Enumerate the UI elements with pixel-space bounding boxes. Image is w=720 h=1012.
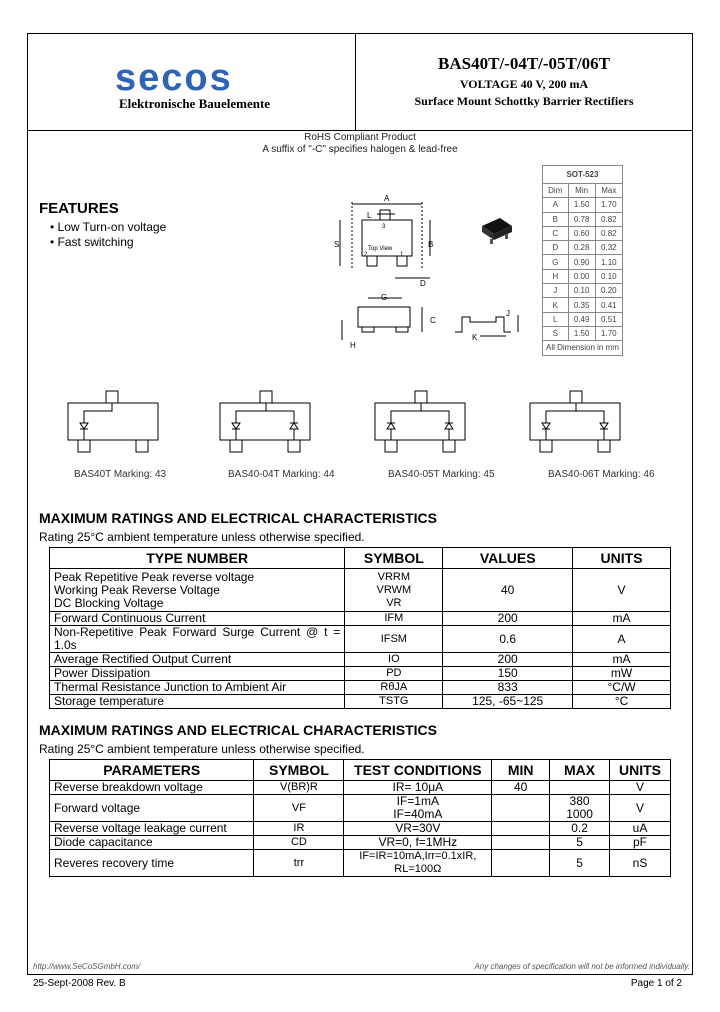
dimension-footnote: All Dimension in mm (543, 341, 623, 355)
marking-label: BAS40-06T Marking: 46 (548, 469, 655, 480)
marking-label: BAS40-05T Marking: 45 (388, 469, 495, 480)
col-header: VALUES (443, 548, 573, 569)
col-header: TYPE NUMBER (50, 548, 345, 569)
rohs-note: RoHS Compliant Product (304, 132, 416, 143)
bas40-05t-circuit (375, 391, 465, 452)
table-row: H 0.00 0.10 (543, 269, 623, 283)
dim-col-header: Min (568, 184, 595, 198)
table-row: Forward Continuous Current IFM 200 mA (50, 612, 671, 626)
rating-note: Rating 25°C ambient temperature unless otherwise specified. (39, 530, 365, 544)
table-row: Thermal Resistance Junction to Ambient Air RθJA 833 °C/W (50, 681, 671, 695)
col-header: MIN (492, 760, 550, 781)
col-header: SYMBOL (345, 548, 443, 569)
col-header: UNITS (573, 548, 671, 569)
section-heading: MAXIMUM RATINGS AND ELECTRICAL CHARACTERISTICS (39, 722, 437, 738)
dim-label-s: S (334, 240, 340, 249)
pin-label: 1 (400, 252, 404, 258)
marking-label: BAS40-04T Marking: 44 (228, 469, 335, 480)
suffix-note: A suffix of "-C" specifies halogen & lead-free (262, 144, 458, 155)
table-row: Reverse voltage leakage current IR VR=30V 0.2 uA (50, 822, 671, 836)
table-row: D 0.28 0.32 (543, 241, 623, 255)
revision-date: 25-Sept-2008 Rev. B (33, 978, 126, 989)
feature-item: • Fast switching (50, 235, 134, 249)
dim-label-h: H (350, 341, 356, 350)
company-logo: secos (115, 57, 233, 99)
package-3d-icon (478, 212, 518, 246)
dimension-table (542, 165, 623, 356)
col-header: PARAMETERS (50, 760, 254, 781)
dim-label-d: D (420, 279, 426, 288)
section-heading: MAXIMUM RATINGS AND ELECTRICAL CHARACTERISTICS (39, 510, 437, 526)
dim-label-b: B (428, 240, 434, 249)
pin-label: 3 (382, 224, 386, 230)
pin-label: 2 (364, 252, 368, 258)
marking-label: BAS40T Marking: 43 (74, 469, 167, 480)
bas40-06t-circuit (530, 391, 620, 452)
bas40t-circuit (68, 391, 158, 452)
col-header: SYMBOL (254, 760, 344, 781)
col-header: TEST CONDITIONS (344, 760, 492, 781)
table-row: Average Rectified Output Current IO 200 mA (50, 653, 671, 667)
col-header: UNITS (610, 760, 671, 781)
website-link[interactable]: http://www.SeCoSGmbH.com/ (33, 962, 141, 971)
header-rule (27, 130, 693, 131)
dim-label-j: J (506, 309, 510, 318)
table-row: Reveres recovery time trr IF=IR=10mA,Irr=0.1xIR, RL=100Ω 5 nS (50, 850, 671, 877)
table-row: Peak Repetitive Peak reverse voltage Working Peak Reverse Voltage DC Blocking Voltage VRRM VRWM VR 40 V (50, 569, 671, 612)
table-row: B 0.78 0.82 (543, 212, 623, 226)
dim-label-c: C (430, 316, 436, 325)
dim-label-l: L (367, 211, 372, 220)
table-row: Reverse breakdown voltage V(BR)R IR= 10μA 40 V (50, 781, 671, 795)
table-row: Power Dissipation PD 150 mW (50, 667, 671, 681)
page-number: Page 1 of 2 (630, 978, 682, 989)
voltage-line: VOLTAGE 40 V, 200 mA (459, 77, 589, 91)
disclaimer: Any changes of specification will not be informed individually. (474, 962, 690, 971)
col-header: MAX (550, 760, 610, 781)
table-row: Diode capacitance CD VR=0, f=1MHz 5 pF (50, 836, 671, 850)
table-row: K 0.35 0.41 (543, 298, 623, 312)
table-row: Storage temperature TSTG 125, -65~125 °C (50, 695, 671, 709)
rating-note: Rating 25°C ambient temperature unless otherwise specified. (39, 742, 365, 756)
electrical-characteristics-table (49, 759, 671, 877)
table-row: C 0.60 0.82 (543, 226, 623, 240)
top-view-label: Top View (368, 246, 393, 252)
dim-label-g: G (381, 293, 388, 302)
company-subtitle: Elektronische Bauelemente (119, 96, 271, 111)
max-ratings-table (49, 547, 671, 709)
table-row: A 1.50 1.70 (543, 198, 623, 212)
table-row: S 1.50 1.70 (543, 326, 623, 340)
table-row: J 0.10 0.20 (543, 284, 623, 298)
package-name: SOT-523 (543, 166, 623, 184)
feature-item: • Low Turn-on voltage (50, 220, 167, 234)
bas40-04t-circuit (220, 391, 310, 452)
dim-col-header: Max (595, 184, 622, 198)
dim-label-k: K (472, 333, 478, 342)
table-row: L 0.49 0.51 (543, 312, 623, 326)
table-row: G 0.90 1.10 (543, 255, 623, 269)
part-number-title: BAS40T/-04T/-05T/06T (438, 54, 610, 73)
features-heading: FEATURES (39, 200, 119, 217)
product-description: Surface Mount Schottky Barrier Rectifiers (414, 94, 634, 108)
dim-col-header: Dim (543, 184, 569, 198)
dim-label-a: A (384, 194, 390, 203)
table-row: Forward voltage VF IF=1mA IF=40mA 380 1000 V (50, 795, 671, 822)
table-row: Non-Repetitive Peak Forward Surge Current @ t = 1.0s IFSM 0.6 A (50, 626, 671, 653)
marking-diagrams (60, 385, 670, 465)
